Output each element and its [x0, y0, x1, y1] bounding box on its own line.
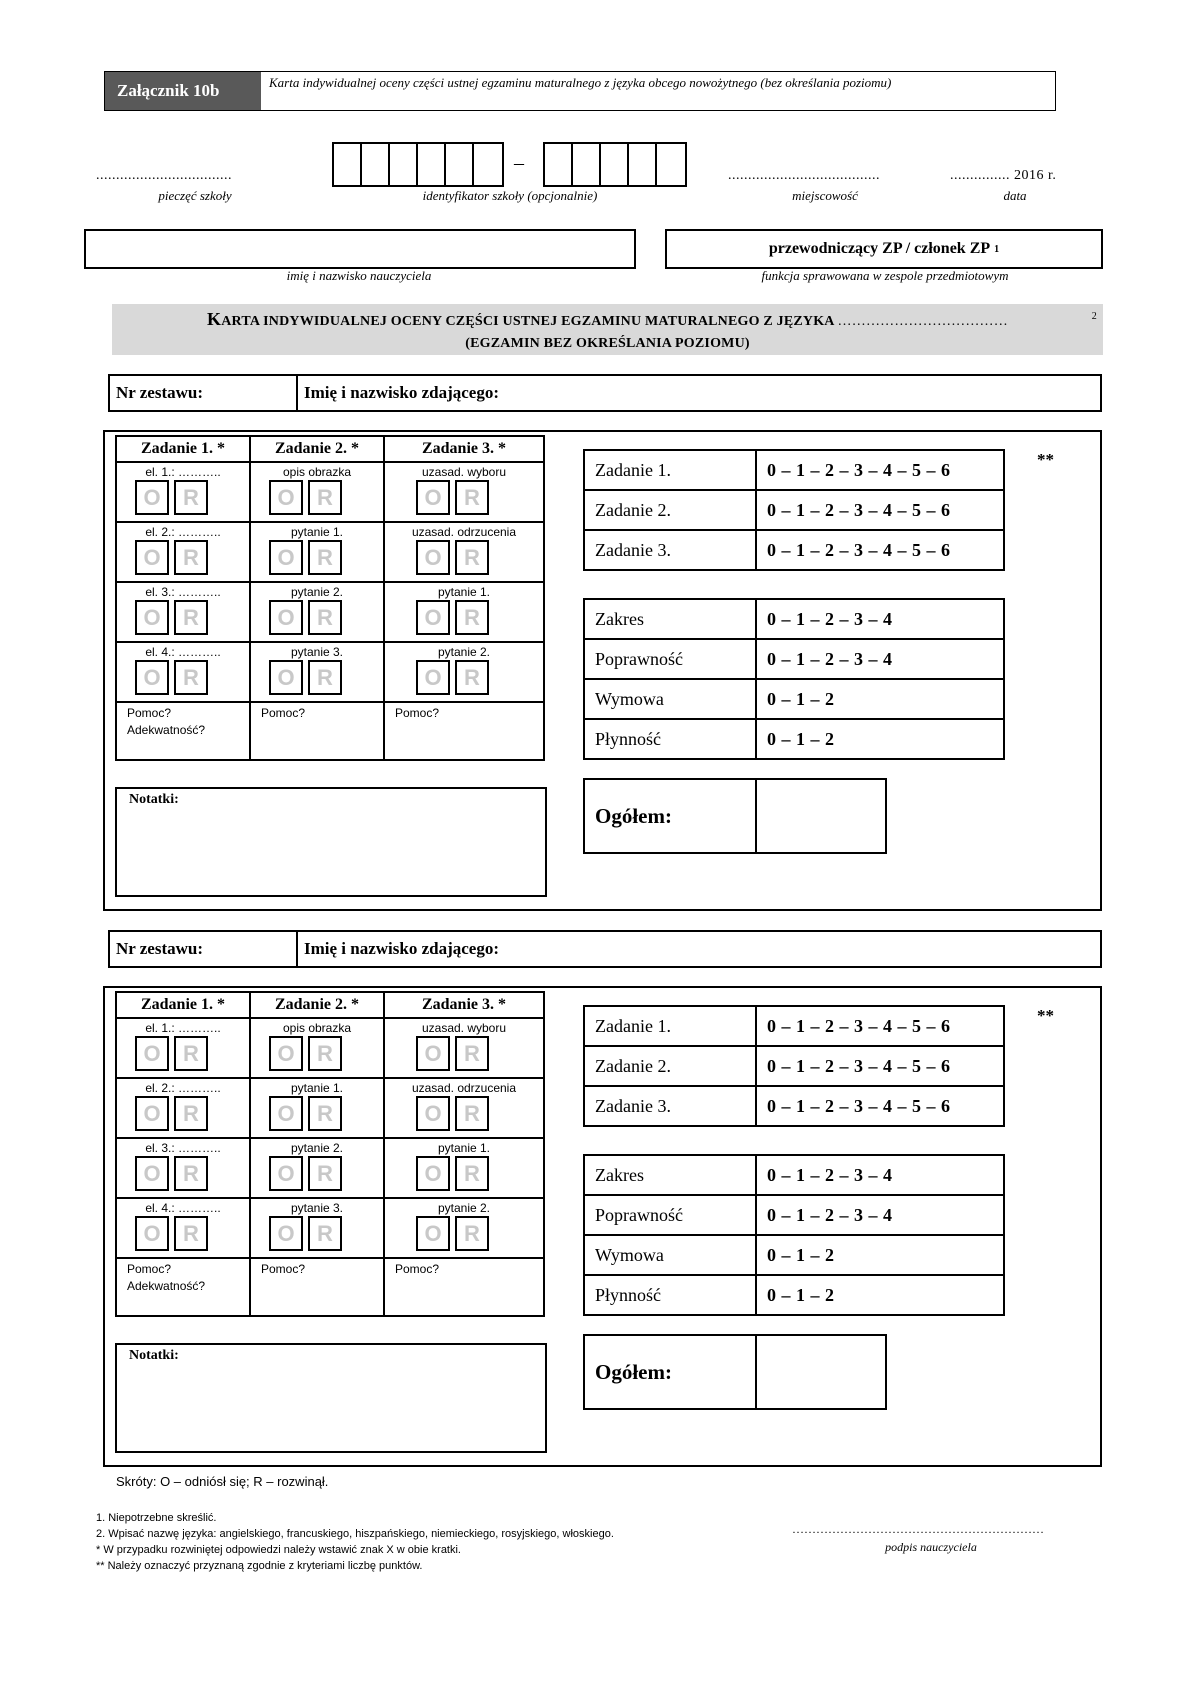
element-label: el. 3.: ………..: [145, 585, 221, 599]
score-scale[interactable]: 0 – 1 – 2 – 3 – 4 – 5 – 6: [756, 1046, 1004, 1086]
school-id-digit[interactable]: [601, 144, 629, 185]
task-header: Zadanie 1. *: [116, 436, 250, 462]
school-id-dash: –: [514, 152, 524, 174]
footnote-1: 1. Niepotrzebne skreślić.: [96, 1512, 217, 1524]
school-id-digit[interactable]: [474, 144, 502, 185]
student-name-field[interactable]: [298, 376, 1100, 410]
box-o[interactable]: O: [135, 1096, 169, 1131]
box-r[interactable]: R: [308, 1096, 342, 1131]
criterion-label: Płynność: [584, 719, 756, 759]
element-label: pytanie 3.: [290, 645, 344, 659]
box-r[interactable]: R: [308, 1036, 342, 1071]
school-id-digit[interactable]: [573, 144, 601, 185]
criteria-scores-table: [583, 1154, 1005, 1316]
school-id-caption: identyfikator szkoły (opcjonalnie): [422, 188, 598, 203]
box-o[interactable]: O: [135, 660, 169, 695]
score-label: Zadanie 3.: [584, 1086, 756, 1126]
box-o[interactable]: O: [416, 1096, 450, 1131]
criterion-label: Zakres: [584, 599, 756, 639]
help-question: Pomoc?: [261, 1262, 306, 1276]
box-r[interactable]: R: [455, 540, 489, 575]
notes-label: Notatki:: [129, 792, 179, 807]
box-o[interactable]: O: [416, 1216, 450, 1251]
box-r[interactable]: R: [174, 540, 208, 575]
form-title: [112, 304, 1103, 355]
box-r[interactable]: R: [308, 660, 342, 695]
student-section-1: [103, 430, 1102, 911]
box-o[interactable]: O: [269, 660, 303, 695]
element-label: opis obrazka: [282, 1021, 352, 1035]
school-id-digit[interactable]: [418, 144, 446, 185]
element-label: uzasad. wyboru: [421, 1021, 507, 1035]
school-id-digit[interactable]: [545, 144, 573, 185]
element-label: pytanie 1.: [437, 585, 491, 599]
criterion-label: Zakres: [584, 1155, 756, 1195]
student-header-1: [108, 374, 1102, 412]
function-field[interactable]: [665, 229, 1103, 269]
box-o[interactable]: O: [269, 1216, 303, 1251]
element-label: pytanie 2.: [290, 1141, 344, 1155]
points-footnote-mark: **: [1037, 450, 1054, 469]
box-o[interactable]: O: [269, 1096, 303, 1131]
score-label: Zadanie 3.: [584, 530, 756, 570]
score-scale[interactable]: 0 – 1 – 2 – 3 – 4 – 5 – 6: [756, 1086, 1004, 1126]
box-r[interactable]: R: [455, 1216, 489, 1251]
box-o[interactable]: O: [135, 480, 169, 515]
box-r[interactable]: R: [308, 1156, 342, 1191]
box-r[interactable]: R: [174, 1216, 208, 1251]
box-o[interactable]: O: [135, 1036, 169, 1071]
box-o[interactable]: O: [269, 540, 303, 575]
total-score: [583, 778, 887, 854]
box-r[interactable]: R: [455, 1036, 489, 1071]
element-label: uzasad. odrzucenia: [411, 1081, 517, 1095]
score-label: Zadanie 1.: [584, 450, 756, 490]
set-number-field[interactable]: [110, 376, 298, 410]
score-scale[interactable]: 0 – 1 – 2 – 3 – 4 – 5 – 6: [756, 490, 1004, 530]
element-label: el. 2.: ………..: [145, 1081, 221, 1095]
element-label: el. 4.: ………..: [145, 645, 221, 659]
date-field[interactable]: ............... 2016 r.: [950, 168, 1057, 183]
date-caption: data: [1003, 188, 1027, 203]
criterion-label: Wymowa: [584, 679, 756, 719]
school-id-digit[interactable]: [334, 144, 362, 185]
total-label: Ogółem:: [585, 780, 757, 852]
notes-field[interactable]: [115, 1343, 547, 1453]
school-stamp-caption: pieczęć szkoły: [158, 188, 232, 203]
notes-label: Notatki:: [129, 1348, 179, 1363]
task-scores-table: [583, 449, 1005, 571]
student-name-field[interactable]: [298, 932, 1100, 966]
box-r[interactable]: R: [455, 1096, 489, 1131]
box-o[interactable]: O: [269, 1036, 303, 1071]
set-number-label: Nr zestawu:: [116, 939, 204, 958]
box-r[interactable]: R: [455, 660, 489, 695]
box-o[interactable]: O: [135, 540, 169, 575]
box-o[interactable]: O: [269, 1156, 303, 1191]
annex-label: Załącznik 10b: [105, 72, 261, 110]
score-label: Zadanie 1.: [584, 1006, 756, 1046]
annex-header: [104, 71, 1056, 111]
criterion-label: Poprawność: [584, 639, 756, 679]
box-r[interactable]: R: [174, 660, 208, 695]
element-label: uzasad. wyboru: [421, 465, 507, 479]
box-o[interactable]: O: [135, 1156, 169, 1191]
element-label: pytanie 1.: [437, 1141, 491, 1155]
box-r[interactable]: R: [455, 480, 489, 515]
school-id-digit[interactable]: [657, 144, 685, 185]
box-r[interactable]: R: [174, 1156, 208, 1191]
criterion-scale[interactable]: 0 – 1 – 2: [756, 1275, 1004, 1315]
task-table: [115, 435, 545, 761]
score-scale[interactable]: 0 – 1 – 2 – 3 – 4 – 5 – 6: [756, 1006, 1004, 1046]
task-header: Zadanie 3. *: [384, 436, 544, 462]
teacher-name-field[interactable]: [84, 229, 636, 269]
total-label: Ogółem:: [585, 1336, 757, 1408]
function-footnote-mark: 1: [994, 243, 1000, 255]
school-id-part1[interactable]: [332, 142, 504, 187]
total-value-field[interactable]: [757, 1336, 885, 1408]
element-label: el. 4.: ………..: [145, 1201, 221, 1215]
box-r[interactable]: R: [174, 600, 208, 635]
signature-caption: podpis nauczyciela: [885, 1540, 977, 1554]
criterion-label: Wymowa: [584, 1235, 756, 1275]
task-header: Zadanie 1. *: [116, 992, 250, 1018]
student-name-label: Imię i nazwisko zdającego:: [304, 939, 500, 958]
criterion-scale[interactable]: 0 – 1 – 2: [756, 1235, 1004, 1275]
box-r[interactable]: R: [308, 600, 342, 635]
box-o[interactable]: O: [269, 480, 303, 515]
box-r[interactable]: R: [455, 1156, 489, 1191]
set-number-label: Nr zestawu:: [116, 383, 204, 402]
criteria-scores-table: [583, 598, 1005, 760]
box-o[interactable]: O: [416, 660, 450, 695]
criterion-scale[interactable]: 0 – 1 – 2 – 3 – 4: [756, 639, 1004, 679]
box-o[interactable]: O: [416, 1156, 450, 1191]
box-r[interactable]: R: [308, 480, 342, 515]
school-id-digit[interactable]: [446, 144, 474, 185]
footnote-double-star: ** Należy oznaczyć przyznaną zgodnie z kryteriami liczbę punktów.: [96, 1560, 423, 1572]
total-score: [583, 1334, 887, 1410]
box-o[interactable]: O: [135, 600, 169, 635]
score-scale[interactable]: 0 – 1 – 2 – 3 – 4 – 5 – 6: [756, 450, 1004, 490]
box-r[interactable]: R: [174, 1096, 208, 1131]
adequacy-question: Adekwatność?: [127, 1279, 206, 1293]
total-value-field[interactable]: [757, 780, 885, 852]
box-r[interactable]: R: [174, 1036, 208, 1071]
abbreviations: Skróty: O – odniósł się; R – rozwinął.: [116, 1474, 329, 1489]
box-o[interactable]: O: [416, 480, 450, 515]
element-label: el. 2.: ………..: [145, 525, 221, 539]
box-r[interactable]: R: [174, 480, 208, 515]
student-section-2: [103, 986, 1102, 1467]
title-footnote-mark: 2: [1091, 311, 1097, 322]
help-question: Pomoc?: [127, 1262, 172, 1276]
function-caption: funkcja sprawowana w zespole przedmiotowym: [761, 268, 1009, 283]
criterion-scale[interactable]: 0 – 1 – 2: [756, 719, 1004, 759]
points-footnote-mark: **: [1037, 1006, 1054, 1025]
element-label: pytanie 3.: [290, 1201, 344, 1215]
box-r[interactable]: R: [308, 1216, 342, 1251]
box-o[interactable]: O: [416, 600, 450, 635]
student-name-label: Imię i nazwisko zdającego:: [304, 383, 500, 402]
task-scores-table: [583, 1005, 1005, 1127]
element-label: el. 3.: ………..: [145, 1141, 221, 1155]
form-title-line2: (EGZAMIN BEZ OKREŚLANIA POZIOMU): [465, 336, 750, 351]
element-label: pytanie 1.: [290, 1081, 344, 1095]
box-o[interactable]: O: [269, 600, 303, 635]
criterion-scale[interactable]: 0 – 1 – 2 – 3 – 4: [756, 599, 1004, 639]
element-label: el. 1.: ………..: [145, 1021, 221, 1035]
task-header: Zadanie 3. *: [384, 992, 544, 1018]
school-id-digit[interactable]: [390, 144, 418, 185]
criterion-scale[interactable]: 0 – 1 – 2 – 3 – 4: [756, 1195, 1004, 1235]
task-header: Zadanie 2. *: [250, 436, 384, 462]
teacher-name-caption: imię i nazwisko nauczyciela: [286, 268, 432, 283]
task-table: [115, 991, 545, 1317]
element-label: pytanie 1.: [290, 525, 344, 539]
footnote-2: 2. Wpisać nazwę języka: angielskiego, francuskiego, hiszpańskiego, niemieckiego, rosyjskiego, włoskiego.: [96, 1528, 614, 1540]
criterion-label: Poprawność: [584, 1195, 756, 1235]
footnote-star: * W przypadku rozwiniętej odpowiedzi należy wstawić znak X w obie kratki.: [96, 1544, 461, 1556]
notes-field[interactable]: [115, 787, 547, 897]
criterion-scale[interactable]: 0 – 1 – 2 – 3 – 4: [756, 1155, 1004, 1195]
help-question: Pomoc?: [261, 706, 306, 720]
element-label: pytanie 2.: [290, 585, 344, 599]
element-label: pytanie 2.: [437, 1201, 491, 1215]
criterion-scale[interactable]: 0 – 1 – 2: [756, 679, 1004, 719]
element-label: uzasad. odrzucenia: [411, 525, 517, 539]
box-r[interactable]: R: [455, 600, 489, 635]
element-label: opis obrazka: [282, 465, 352, 479]
help-question: Pomoc?: [127, 706, 172, 720]
school-id-digit[interactable]: [362, 144, 390, 185]
box-o[interactable]: O: [416, 540, 450, 575]
task-header: Zadanie 2. *: [250, 992, 384, 1018]
score-label: Zadanie 2.: [584, 490, 756, 530]
school-id-part2[interactable]: [543, 142, 687, 187]
adequacy-question: Adekwatność?: [127, 723, 206, 737]
element-label: pytanie 2.: [437, 645, 491, 659]
score-label: Zadanie 2.: [584, 1046, 756, 1086]
box-r[interactable]: R: [308, 540, 342, 575]
score-scale[interactable]: 0 – 1 – 2 – 3 – 4 – 5 – 6: [756, 530, 1004, 570]
help-question: Pomoc?: [395, 706, 440, 720]
signature-field[interactable]: ………………………………………………………: [792, 1522, 1044, 1536]
set-number-field[interactable]: [110, 932, 298, 966]
school-id-digit[interactable]: [629, 144, 657, 185]
place-caption: miejscowość: [792, 188, 858, 203]
school-stamp-field[interactable]: ..................................: [96, 168, 232, 183]
place-field[interactable]: ......................................: [728, 168, 880, 183]
form-title-line1: KARTA INDYWIDUALNEJ OCENY CZĘŚCI USTNEJ EGZAMINU MATURALNEGO Z JĘZYKA ………………………………: [207, 309, 1008, 329]
element-label: el. 1.: ………..: [145, 465, 221, 479]
box-o[interactable]: O: [416, 1036, 450, 1071]
help-question: Pomoc?: [395, 1262, 440, 1276]
box-o[interactable]: O: [135, 1216, 169, 1251]
student-header-2: [108, 930, 1102, 968]
function-value: przewodniczący ZP / członek ZP: [768, 240, 991, 257]
criterion-label: Płynność: [584, 1275, 756, 1315]
annex-description: Karta indywidualnej oceny części ustnej egzaminu maturalnego z języka obcego nowożytnego (bez określania poziomu): [269, 75, 892, 90]
